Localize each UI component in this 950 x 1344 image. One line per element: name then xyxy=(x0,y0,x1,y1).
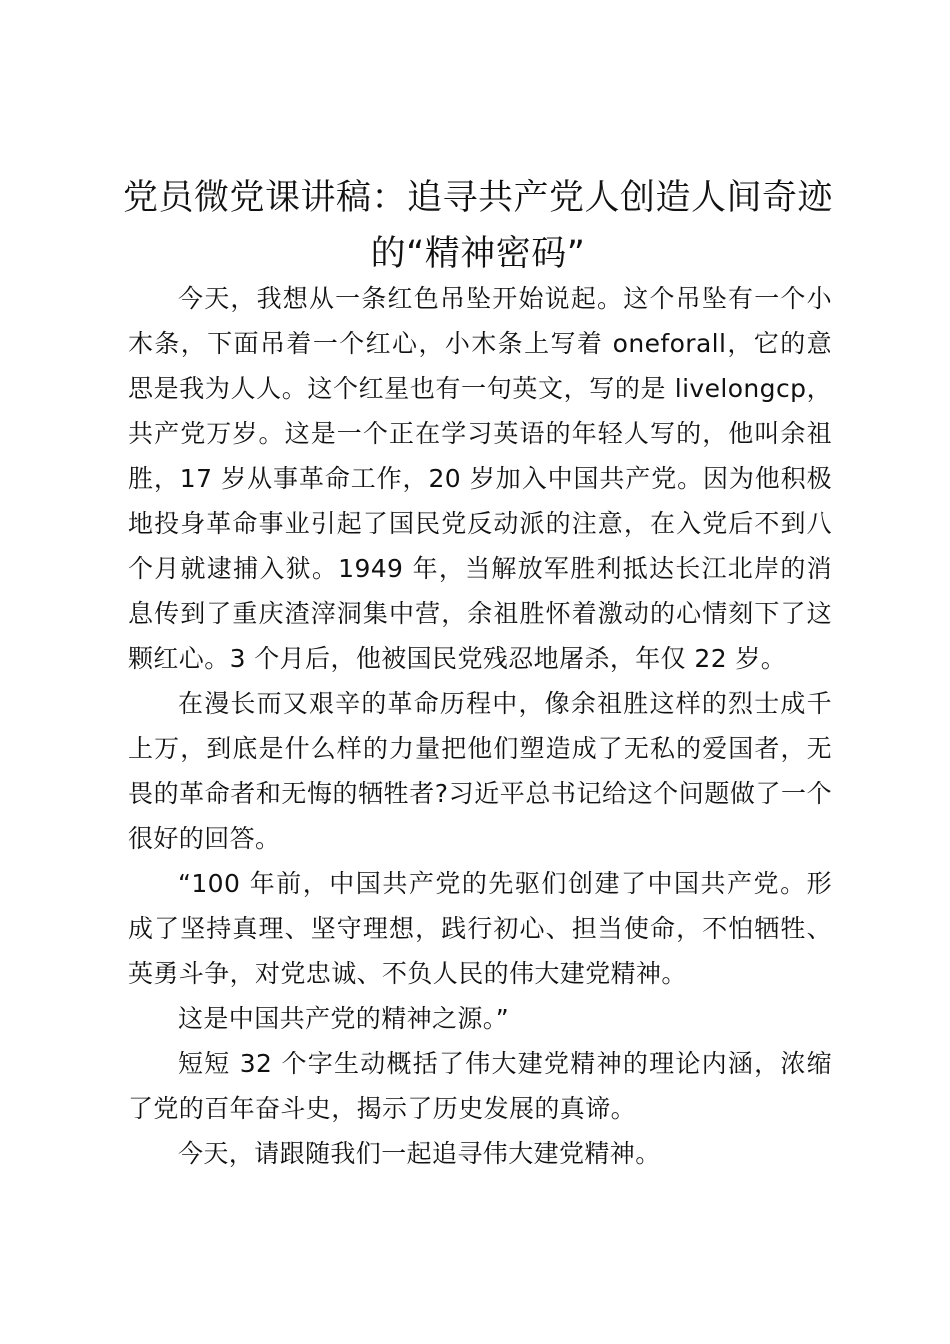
paragraph-3: “100 年前，中国共产党的先驱们创建了中国共产党。形成了坚持真理、坚守理想，践行初心、担当使命，不怕牺牲、英勇斗争，对党忠诚、不负人民的伟大建党精神。 xyxy=(128,869,832,988)
paragraph-5: 短短 32 个字生动概括了伟大建党精神的理论内涵，浓缩了党的百年奋斗史，揭示了历史发展的真谛。 xyxy=(128,1049,832,1123)
document-title: 党员微党课讲稿：追寻共产党人创造人间奇迹的“精神密码” xyxy=(122,178,833,274)
paragraph-6: 今天，请跟随我们一起追寻伟大建党精神。 xyxy=(178,1139,661,1168)
paragraph-2: 在漫长而又艰辛的革命历程中，像余祖胜这样的烈士成千上万，到底是什么样的力量把他们塑造成了无私的爱国者，无畏的革命者和无悔的牺牲者?习近平总书记给这个问题做了一个很好的回答。 xyxy=(128,689,832,853)
paragraph-1: 今天，我想从一条红色吊坠开始说起。这个吊坠有一个小木条，下面吊着一个红心，小木条上写着 oneforall，它的意思是我为人人。这个红星也有一句英文，写的是 livelongcp，共产党万岁。这是一个正在学习英语的年轻人写的，他叫余祖胜，17 岁从事革命工作，20 岁加入中国共产党。因为他积极地投身革命事业引起了国民党反动派的注意，在入党后不到八个月就逮捕入狱。1949 年，当解放军胜利抵达长江北岸的消息传到了重庆渣滓洞集中营，余祖胜怀着激动的心情刻下了这颗红心。3 个月后，他被国民党残忍地屠杀，年仅 22 岁。 xyxy=(128,284,832,673)
paragraph-4: 这是中国共产党的精神之源。” xyxy=(178,1004,510,1033)
document-body xyxy=(128,276,832,1176)
